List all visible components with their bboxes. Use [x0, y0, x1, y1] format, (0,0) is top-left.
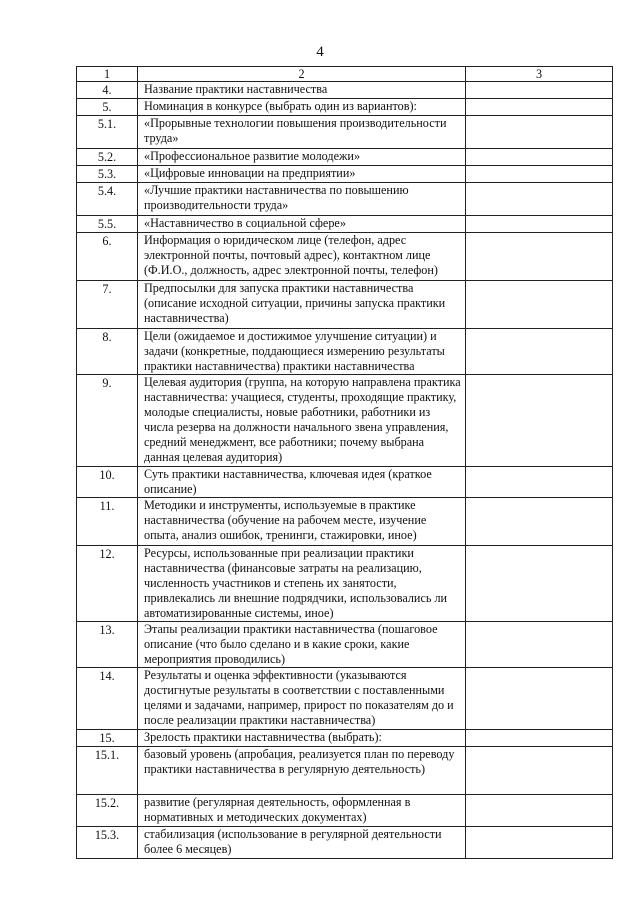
row-value[interactable]	[466, 546, 613, 622]
row-number: 5.3.	[77, 166, 138, 183]
row-number: 15.1.	[77, 747, 138, 795]
row-number: 10.	[77, 467, 138, 498]
row-text: «Прорывные технологии повышения производительности труда»	[138, 116, 466, 149]
table-row	[77, 498, 613, 546]
row-number: 15.	[77, 730, 138, 747]
row-value[interactable]	[466, 216, 613, 233]
row-number: 5.2.	[77, 149, 138, 166]
row-value[interactable]	[466, 82, 613, 99]
nomination-form-table	[76, 66, 613, 859]
row-value[interactable]	[466, 668, 613, 730]
row-value[interactable]	[466, 827, 613, 859]
row-number: 5.5.	[77, 216, 138, 233]
row-text: Цели (ожидаемое и достижимое улучшение ситуации) и задачи (конкретные, поддающиеся измерению результаты практики наставничества) практики наставничества	[138, 329, 466, 375]
row-number: 15.2.	[77, 795, 138, 827]
row-number: 4.	[77, 82, 138, 99]
table-row	[77, 730, 613, 747]
row-number: 6.	[77, 233, 138, 281]
row-number: 15.3.	[77, 827, 138, 859]
row-value[interactable]	[466, 747, 613, 795]
table-row	[77, 827, 613, 859]
row-value[interactable]	[466, 467, 613, 498]
table-header-row	[77, 67, 613, 82]
row-text: стабилизация (использование в регулярной деятельности более 6 месяцев)	[138, 827, 466, 859]
row-number: 5.4.	[77, 183, 138, 216]
row-value[interactable]	[466, 281, 613, 329]
column-header-item: 2	[138, 67, 466, 82]
row-text: Результаты и оценка эффективности (указываются достигнутые результаты в соответствии с поставленными целями и задачами, например, прирост по показателям до и после реализации практики наставничества)	[138, 668, 466, 730]
row-number: 13.	[77, 622, 138, 668]
row-number: 5.1.	[77, 116, 138, 149]
table-row	[77, 166, 613, 183]
page-number: 4	[316, 44, 324, 60]
table-row	[77, 375, 613, 467]
row-text: «Профессиональное развитие молодежи»	[138, 149, 466, 166]
row-value[interactable]	[466, 183, 613, 216]
row-text: Суть практики наставничества, ключевая идея (краткое описание)	[138, 467, 466, 498]
row-number: 7.	[77, 281, 138, 329]
column-header-value: 3	[466, 67, 613, 82]
column-header-number: 1	[77, 67, 138, 82]
row-text: Этапы реализации практики наставничества (пошаговое описание (что было сделано и в какие сроки, какие мероприятия проводились)	[138, 622, 466, 668]
table-row	[77, 329, 613, 375]
row-value[interactable]	[466, 375, 613, 467]
row-text: «Лучшие практики наставничества по повышению производительности труда»	[138, 183, 466, 216]
table-row	[77, 82, 613, 99]
row-text: «Цифровые инновации на предприятии»	[138, 166, 466, 183]
row-value[interactable]	[466, 730, 613, 747]
row-value[interactable]	[466, 795, 613, 827]
table-row	[77, 149, 613, 166]
row-text: Ресурсы, использованные при реализации практики наставничества (финансовые затраты на реализацию, численность участников и степень их занятости, привлекались ли внешние подрядчики, использовались ли автоматизированные системы, иное)	[138, 546, 466, 622]
table-row	[77, 99, 613, 116]
row-number: 9.	[77, 375, 138, 467]
table-row	[77, 233, 613, 281]
row-number: 14.	[77, 668, 138, 730]
row-text: «Наставничество в социальной сфере»	[138, 216, 466, 233]
row-number: 11.	[77, 498, 138, 546]
table-row	[77, 183, 613, 216]
table-row	[77, 622, 613, 668]
row-value[interactable]	[466, 498, 613, 546]
row-text: Предпосылки для запуска практики наставничества (описание исходной ситуации, причины запуска практики наставничества)	[138, 281, 466, 329]
row-value[interactable]	[466, 99, 613, 116]
table-row	[77, 281, 613, 329]
table-row	[77, 216, 613, 233]
row-text: Зрелость практики наставничества (выбрать):	[138, 730, 466, 747]
row-value[interactable]	[466, 166, 613, 183]
row-text: Целевая аудитория (группа, на которую направлена практика наставничества: учащиеся, студенты, проходящие практику, молодые специалисты, новые работники, работники из числа резерва на должности начального звена управления, средний менеджмент, все работники; почему выбрана данная целевая аудитория)	[138, 375, 466, 467]
table-row	[77, 467, 613, 498]
table-row	[77, 795, 613, 827]
table-row	[77, 546, 613, 622]
row-text: Номинация в конкурсе (выбрать один из вариантов):	[138, 99, 466, 116]
row-value[interactable]	[466, 233, 613, 281]
row-number: 5.	[77, 99, 138, 116]
row-value[interactable]	[466, 622, 613, 668]
table-row	[77, 747, 613, 795]
row-number: 8.	[77, 329, 138, 375]
row-value[interactable]	[466, 116, 613, 149]
row-text: Методики и инструменты, используемые в практике наставничества (обучение на рабочем месте, изучение опыта, анализ ошибок, тренинги, стажировки, иное)	[138, 498, 466, 546]
row-text: Название практики наставничества	[138, 82, 466, 99]
table-row	[77, 116, 613, 149]
row-number: 12.	[77, 546, 138, 622]
row-text: Информация о юридическом лице (телефон, адрес электронной почты, почтовый адрес), контактном лице (Ф.И.О., должность, адрес электронной почты, телефон)	[138, 233, 466, 281]
table-row	[77, 668, 613, 730]
row-text: базовый уровень (апробация, реализуется план по переводу практики наставничества в регулярную деятельность)	[138, 747, 466, 795]
row-value[interactable]	[466, 149, 613, 166]
row-value[interactable]	[466, 329, 613, 375]
row-text: развитие (регулярная деятельность, оформленная в нормативных и методических документах)	[138, 795, 466, 827]
